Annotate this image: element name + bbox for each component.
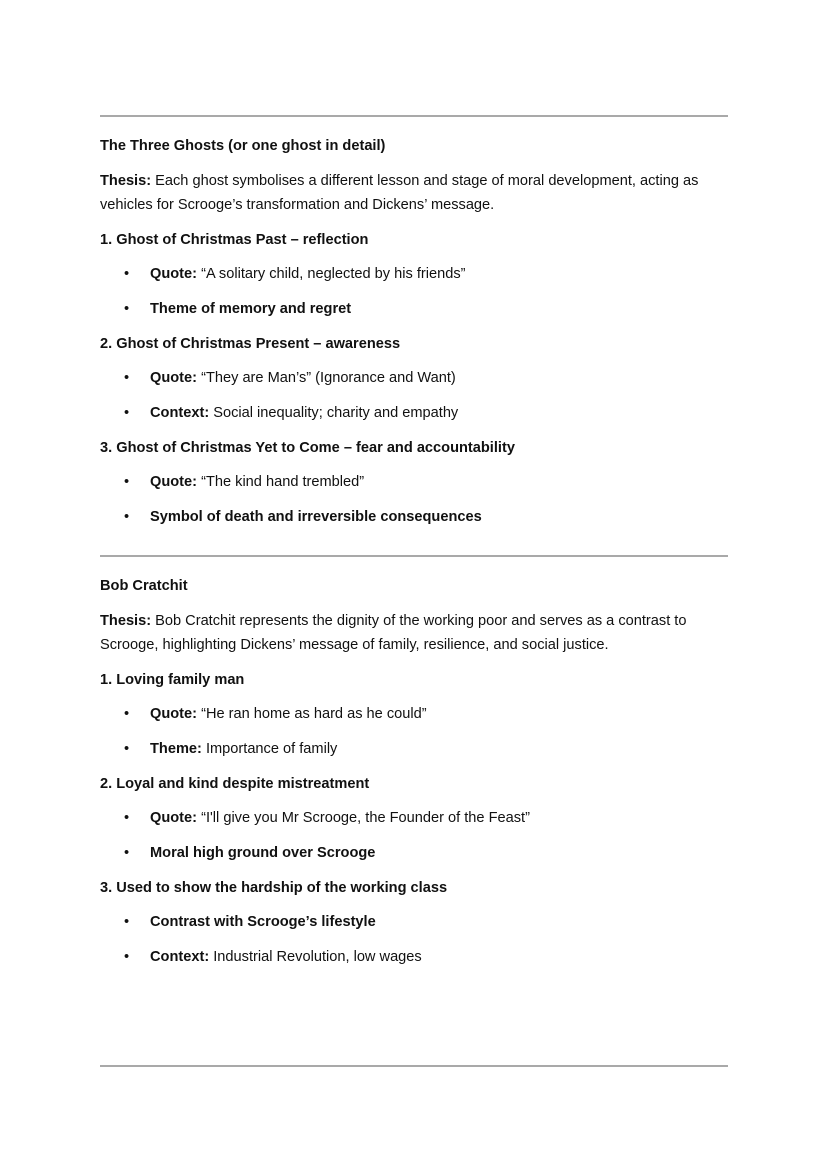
context-label: Context: [150,949,210,965]
list-item [150,737,337,761]
quote-text: “The kind hand trembled” [197,474,365,490]
list-item [150,806,530,830]
section-title-bob-cratchit: Bob Cratchit [100,578,188,594]
point-heading-ghost-yet-to-come: 3. Ghost of Christmas Yet to Come – fear and accountability [100,440,515,456]
quote-label: Quote: [150,370,198,386]
quote-label: Quote: [150,706,198,722]
document-page [100,0,728,1171]
thesis-paragraph-cratchit [100,609,720,633]
thesis-paragraph-ghosts [100,169,720,193]
moral-label: Moral high ground over Scrooge [150,845,376,861]
context-label: Context: [150,405,210,421]
quote-text: “He ran home as hard as he could” [197,706,427,722]
bullet-icon: • [124,914,130,930]
quote-text: “They are Man’s” (Ignorance and Want) [197,370,456,386]
list-item [150,297,351,321]
thesis-text: Each ghost symbolises a different lesson and stage of moral development, acting as [151,173,699,189]
thesis-label: Thesis: [100,173,152,189]
quote-text: “I'll give you Mr Scrooge, the Founder of the Feast” [197,810,530,826]
bullet-icon: • [124,301,130,317]
list-item [150,841,375,865]
point-heading-ghost-past: 1. Ghost of Christmas Past – reflection [100,232,369,248]
list-item [150,702,427,726]
bullet-icon: • [124,706,130,722]
symbol-label: Symbol of death and irreversible consequences [150,509,482,525]
section-title-three-ghosts: The Three Ghosts (or one ghost in detail) [100,138,386,154]
bullet-icon: • [124,509,130,525]
quote-text: “A solitary child, neglected by his friends” [197,266,466,282]
list-item [150,945,422,969]
bullet-icon: • [124,405,130,421]
list-item [150,505,482,529]
quote-label: Quote: [150,266,198,282]
horizontal-rule-bottom [100,1065,728,1067]
thesis-paragraph-ghosts-line2: vehicles for Scrooge’s transformation and Dickens’ message. [100,197,495,213]
thesis-label: Thesis: [100,613,152,629]
bullet-icon: • [124,810,130,826]
bullet-icon: • [124,949,130,965]
point-heading-ghost-present: 2. Ghost of Christmas Present – awareness [100,336,401,352]
bullet-icon: • [124,370,130,386]
horizontal-rule-middle [100,555,728,557]
theme-label: Theme of memory and regret [150,301,352,317]
context-text: Social inequality; charity and empathy [209,405,459,421]
thesis-text: Bob Cratchit represents the dignity of the working poor and serves as a contrast to [151,613,687,629]
thesis-paragraph-cratchit-line2: Scrooge, highlighting Dickens’ message of family, resilience, and social justice. [100,637,609,653]
list-item [150,910,376,934]
quote-label: Quote: [150,474,198,490]
contrast-label: Contrast with Scrooge’s lifestyle [150,914,376,930]
point-heading-loyal-kind: 2. Loyal and kind despite mistreatment [100,776,370,792]
point-heading-hardship: 3. Used to show the hardship of the working class [100,880,448,896]
theme-label: Theme: [150,741,202,757]
horizontal-rule-top [100,115,728,117]
list-item [150,470,364,494]
list-item [150,401,458,425]
quote-label: Quote: [150,810,198,826]
list-item [150,262,466,286]
bullet-icon: • [124,474,130,490]
context-text: Industrial Revolution, low wages [209,949,422,965]
list-item [150,366,456,390]
bullet-icon: • [124,266,130,282]
point-heading-family-man: 1. Loving family man [100,672,245,688]
bullet-icon: • [124,845,130,861]
theme-text: Importance of family [201,741,338,757]
bullet-icon: • [124,741,130,757]
